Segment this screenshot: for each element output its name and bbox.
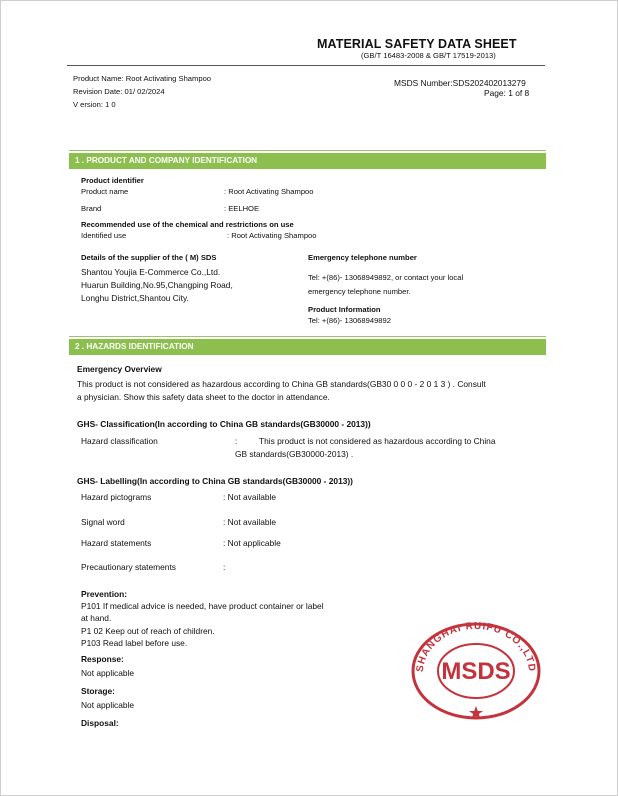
response-value: Not applicable xyxy=(81,668,135,678)
overview-line: This product is not considered as hazardous according to China GB standards(GB30 0 0 0 - 2 0 1 3 ) . Consult xyxy=(77,379,486,389)
emergency-overview-heading: Emergency Overview xyxy=(77,364,162,374)
version: V ersion: 1 0 xyxy=(73,100,116,109)
prevention-line: P1 02 Keep out of reach of children. xyxy=(81,626,215,636)
emergency-phone-heading: Emergency telephone number xyxy=(308,253,417,262)
hazard-classification-line: GB standards(GB30000-2013) . xyxy=(235,449,354,459)
response-heading: Response: xyxy=(81,654,124,664)
emergency-phone-line: Tel: +(86)- 13068949892, or contact your local xyxy=(308,273,464,282)
product-identifier-heading: Product identifier xyxy=(81,176,144,185)
precautionary-statements-value: : xyxy=(223,562,226,572)
header-rule xyxy=(67,65,545,66)
hazard-pictograms-label: Hazard pictograms xyxy=(81,492,152,502)
emergency-phone-line: emergency telephone number. xyxy=(308,287,411,296)
revision-date: Revision Date: 01/ 02/2024 xyxy=(73,87,165,96)
precautionary-statements-label: Precautionary statements xyxy=(81,562,176,572)
stamp-center-text: MSDS xyxy=(441,658,511,685)
stamp-ring-text: SHANGHAI RUIFU CO.,LTD xyxy=(414,621,538,673)
identified-use-label: Identified use xyxy=(81,231,127,240)
recommended-use-heading: Recommended use of the chemical and restrictions on use xyxy=(81,220,294,229)
ghs-labelling-heading: GHS- Labelling(In according to China GB standards(GB30000 - 2013)) xyxy=(77,476,353,486)
storage-value: Not applicable xyxy=(81,700,135,710)
section-1-rule xyxy=(69,150,546,151)
brand-label: Brand xyxy=(81,204,102,213)
product-info-heading: Product Information xyxy=(308,305,381,314)
prevention-line: P103 Read label before use. xyxy=(81,638,188,648)
brand-value: : EELHOE xyxy=(224,204,260,213)
page-number: Page: 1 of 8 xyxy=(484,88,530,98)
product-name-header: Product Name: Root Activating Shampoo xyxy=(73,74,212,83)
overview-line: a physician. Show this safety data sheet to the doctor in attendance. xyxy=(77,392,330,402)
document-title: MATERIAL SAFETY DATA SHEET xyxy=(317,37,517,51)
supplier-line: Huarun Building,No.95,Changping Road, xyxy=(81,280,233,290)
product-info-tel: Tel: +(86)- 13068949892 xyxy=(308,316,391,325)
hazard-pictograms-value: : Not available xyxy=(223,492,277,502)
hazard-classification-label: Hazard classification xyxy=(81,436,158,446)
product-name-label: Product name xyxy=(81,187,129,196)
product-name-value: : Root Activating Shampoo xyxy=(224,187,314,196)
signal-word-label: Signal word xyxy=(81,517,125,527)
supplier-line: Longhu District,Shantou City. xyxy=(81,293,189,303)
msds-number: MSDS Number:SDS202402013279 xyxy=(394,78,526,88)
storage-heading: Storage: xyxy=(81,686,115,696)
section-2-rule xyxy=(69,336,546,337)
prevention-heading: Prevention: xyxy=(81,589,128,599)
prevention-line: P101 If medical advice is needed, have product container or label xyxy=(81,601,324,611)
hazard-statements-value: : Not applicable xyxy=(223,538,281,548)
supplier-heading: Details of the supplier of the ( M) SDS xyxy=(81,253,217,262)
signal-word-value: : Not available xyxy=(223,517,277,527)
section-2-heading: 2 . HAZARDS IDENTIFICATION xyxy=(69,339,546,355)
disposal-heading: Disposal: xyxy=(81,718,119,728)
hazard-statements-label: Hazard statements xyxy=(81,538,152,548)
standards-reference: (GB/T 16483-2008 & GB/T 17519-2013) xyxy=(361,51,496,60)
identified-use-value: : Root Activating Shampoo xyxy=(227,231,317,240)
prevention-line: at hand. xyxy=(81,613,112,623)
hazard-classification-colon: : xyxy=(235,436,238,446)
supplier-line: Shantou Youjia E-Commerce Co.,Ltd. xyxy=(81,267,221,277)
ghs-classification-heading: GHS- Classification(In according to China GB standards(GB30000 - 2013)) xyxy=(77,419,371,429)
msds-stamp-seal xyxy=(409,621,543,721)
section-1-heading: 1 . PRODUCT AND COMPANY IDENTIFICATION xyxy=(69,153,546,169)
hazard-classification-line: This product is not considered as hazardous according to China xyxy=(259,436,496,446)
